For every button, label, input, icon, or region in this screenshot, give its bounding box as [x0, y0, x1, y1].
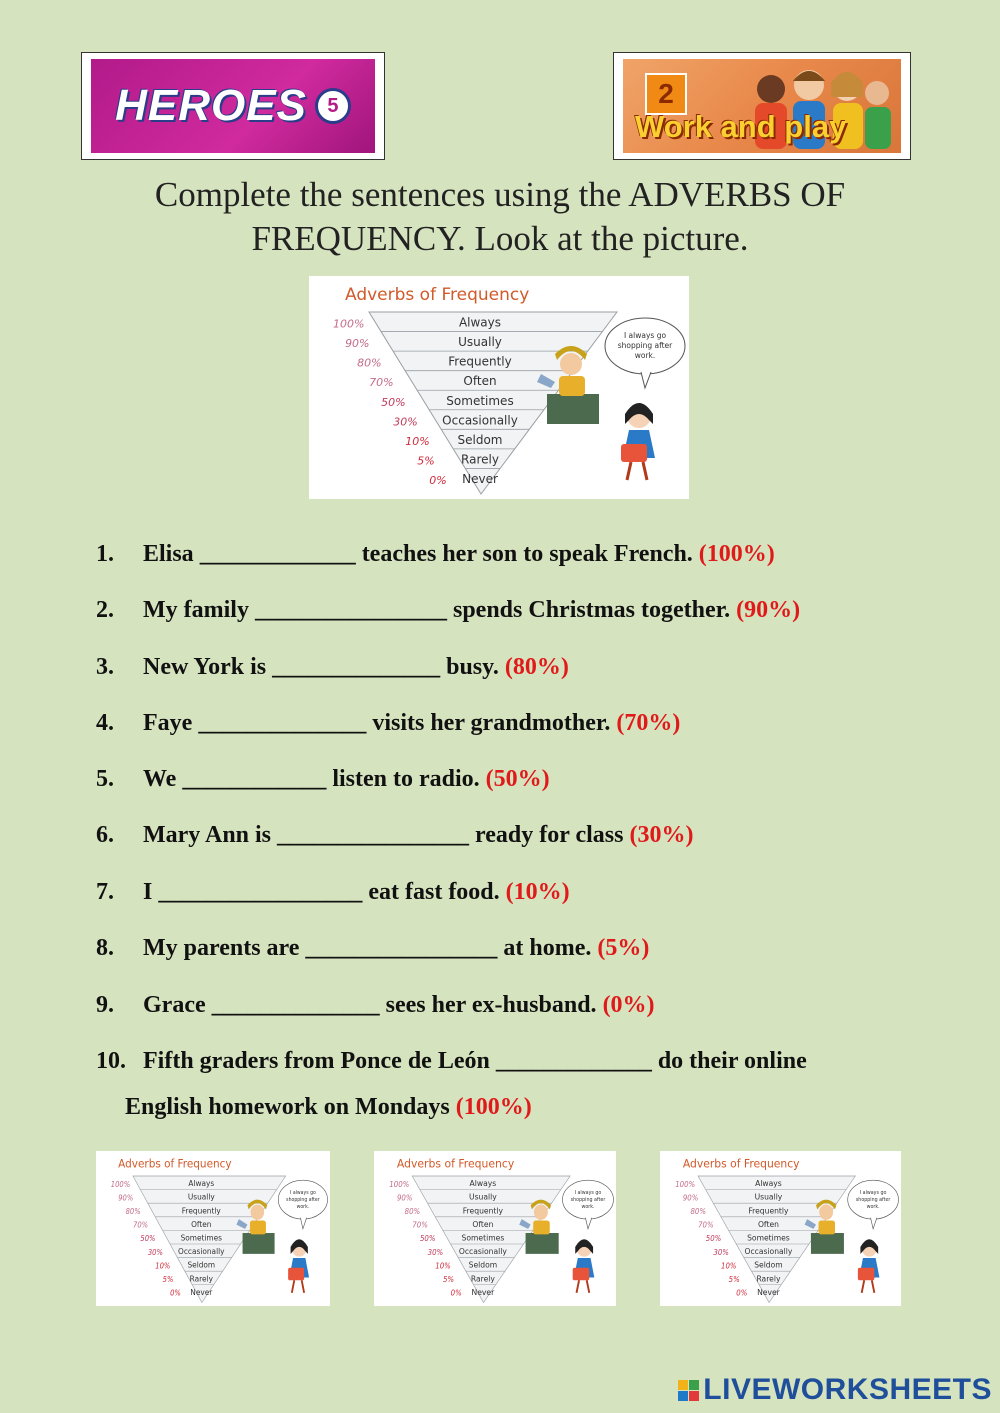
adverb-label: Frequently — [448, 354, 512, 369]
adverb-label: Often — [191, 1219, 212, 1230]
percentage-label: 30% — [393, 415, 418, 429]
percentage-hint: (80%) — [504, 654, 569, 680]
instructions-title — [0, 173, 1000, 261]
liveworksheets-brand — [678, 1373, 992, 1407]
work-and-play-logo-frame — [613, 52, 911, 160]
chart-title: Adverbs of Frequency — [345, 285, 530, 305]
percentage-label: 10% — [721, 1261, 737, 1271]
answer-blank[interactable]: ________________ — [277, 822, 470, 848]
adverb-label: Sometimes — [446, 393, 514, 408]
shopkeeper-body-icon — [819, 1221, 835, 1235]
adverb-label: Often — [757, 1219, 779, 1230]
percentage-hint: (50%) — [485, 766, 550, 792]
question-7 — [96, 879, 570, 906]
answer-blank[interactable]: ______________ — [198, 710, 367, 736]
question-number: 3. — [96, 654, 114, 680]
adverbs-frequency-chart-small-3 — [660, 1151, 901, 1306]
percentage-label: 50% — [419, 1233, 436, 1244]
question-number: 8. — [96, 935, 114, 961]
adverb-label: Usually — [458, 335, 502, 350]
percentage-label: 30% — [427, 1247, 444, 1257]
liveworksheets-text: LIVEWORKSHEETS — [703, 1373, 992, 1406]
question-text-before: New York is — [143, 654, 273, 680]
question-text-after: sees her ex-husband. — [379, 992, 603, 1018]
speech-bubble-text: I always go — [574, 1189, 602, 1197]
percentage-label: 100% — [675, 1179, 696, 1189]
percentage-label: 80% — [690, 1206, 706, 1217]
shopping-bag-icon — [288, 1268, 304, 1281]
percentage-label: 5% — [442, 1274, 455, 1285]
counter-icon — [811, 1233, 844, 1254]
question-text-before: Elisa — [143, 541, 200, 567]
work-and-play-logo — [623, 59, 901, 153]
question-text: English homework on Mondays — [125, 1094, 456, 1120]
question-text-after: visits her grandmother. — [366, 710, 617, 736]
adverb-label: Rarely — [189, 1273, 213, 1284]
adverb-label: Frequently — [748, 1206, 789, 1216]
speech-bubble-text: shopping after — [570, 1196, 606, 1204]
shopping-bag-icon — [621, 444, 647, 462]
question-2 — [96, 597, 800, 624]
percentage-label: 0% — [170, 1288, 181, 1298]
percentage-label: 90% — [345, 337, 370, 351]
heroes-logo-frame — [81, 52, 385, 160]
adverb-label: Rarely — [461, 452, 499, 467]
speech-bubble-tail — [300, 1218, 306, 1229]
percentage-label: 70% — [412, 1220, 428, 1230]
adverb-label: Occasionally — [744, 1246, 793, 1257]
girl-legs-icon — [627, 462, 647, 480]
percentage-label: 5% — [728, 1274, 740, 1285]
adverbs-frequency-chart-small-2 — [374, 1151, 616, 1306]
question-10-continuation — [125, 1094, 532, 1121]
percentage-label: 30% — [147, 1247, 163, 1257]
percentage-label: 50% — [705, 1233, 722, 1244]
answer-blank[interactable]: ____________ — [182, 766, 327, 792]
percentage-label: 30% — [713, 1247, 729, 1257]
speech-bubble-text: shopping after — [286, 1196, 320, 1204]
question-9 — [96, 992, 655, 1019]
question-text-before: My parents are — [143, 935, 306, 961]
answer-blank[interactable]: ________________ — [305, 935, 498, 961]
adverb-label: Seldom — [754, 1260, 783, 1270]
question-text-after: teaches her son to speak French. — [355, 541, 699, 567]
question-text-after: spends Christmas together. — [446, 597, 737, 623]
question-text-after: busy. — [440, 654, 505, 680]
answer-blank[interactable]: ________________ — [254, 597, 447, 623]
question-number: 4. — [96, 710, 114, 736]
work-and-play-number: 2 — [645, 73, 687, 115]
percentage-label: 100% — [389, 1179, 410, 1189]
adverb-label: Never — [471, 1287, 495, 1297]
adverb-label: Usually — [754, 1192, 783, 1202]
percentage-label: 100% — [333, 317, 365, 331]
adverb-label: Often — [472, 1219, 494, 1230]
question-number: 7. — [96, 879, 114, 905]
speech-bubble-text: shopping after — [617, 341, 673, 350]
instructions-line-1: Complete the sentences using the ADVERBS OF — [154, 175, 846, 214]
adverb-label: Always — [458, 315, 502, 330]
question-text-before: Faye — [143, 710, 199, 736]
adverb-label: Always — [469, 1178, 497, 1189]
percentage-hint: (100%) — [698, 541, 775, 567]
instructions-line-2: FREQUENCY. Look at the picture. — [251, 219, 749, 258]
adverb-label: Rarely — [470, 1273, 495, 1284]
percentage-label: 10% — [435, 1261, 451, 1271]
heroes-logo-text: HEROES — [115, 81, 307, 130]
question-text-after: do their online — [651, 1048, 807, 1074]
percentage-label: 50% — [140, 1233, 156, 1244]
percentage-label: 80% — [357, 356, 382, 370]
girl-legs-icon — [577, 1280, 590, 1293]
percentage-hint: (10%) — [505, 879, 570, 905]
adverb-label: Never — [190, 1287, 213, 1297]
speech-bubble-text: work. — [634, 351, 656, 360]
adverbs-chart-svg — [660, 1151, 901, 1306]
adverb-label: Usually — [187, 1192, 215, 1202]
girl-legs-icon — [292, 1280, 304, 1293]
adverb-label: Occasionally — [178, 1246, 225, 1257]
percentage-hint: (30%) — [629, 822, 694, 848]
question-number: 5. — [96, 766, 114, 792]
question-text-before: Mary Ann is — [143, 822, 278, 848]
answer-blank[interactable]: _____________ — [495, 1048, 652, 1074]
adverb-label: Never — [757, 1287, 780, 1297]
speech-bubble-text: I always go — [859, 1189, 887, 1197]
question-8 — [96, 935, 649, 962]
percentage-hint: (0%) — [602, 992, 655, 1018]
percentage-label: 10% — [155, 1260, 171, 1271]
adverb-label: Never — [462, 472, 498, 486]
question-text-after: eat fast food. — [362, 879, 506, 905]
question-text-before: Grace — [143, 992, 212, 1018]
question-text-after: ready for class — [469, 822, 630, 848]
adverb-label: Always — [755, 1178, 782, 1189]
percentage-label: 50% — [381, 395, 406, 409]
adverb-label: Usually — [468, 1192, 497, 1202]
percentage-hint: (5%) — [597, 935, 650, 961]
adverb-label: Seldom — [457, 432, 503, 447]
adverbs-frequency-chart-small-1 — [96, 1151, 330, 1306]
shopkeeper-head-icon — [534, 1205, 548, 1220]
question-text-before: I — [143, 879, 159, 905]
question-text-after: at home. — [497, 935, 598, 961]
percentage-label: 70% — [133, 1220, 149, 1230]
question-number: 9. — [96, 992, 114, 1018]
shopkeeper-body-icon — [250, 1221, 266, 1235]
percentage-hint: (70%) — [616, 710, 681, 736]
answer-blank[interactable]: _________________ — [158, 879, 363, 905]
adverb-label: Sometimes — [461, 1233, 505, 1243]
percentage-label: 70% — [369, 376, 394, 390]
percentage-label: 80% — [125, 1206, 141, 1217]
shopping-bag-icon — [858, 1268, 874, 1281]
speech-bubble-tail — [585, 1218, 591, 1229]
answer-blank[interactable]: ______________ — [272, 654, 441, 680]
counter-icon — [243, 1233, 275, 1254]
percentage-label: 80% — [404, 1206, 421, 1217]
adverb-label: Sometimes — [747, 1233, 790, 1243]
question-5 — [96, 766, 550, 793]
adverb-label: Rarely — [756, 1273, 781, 1284]
adverb-label: Sometimes — [180, 1233, 222, 1243]
shopkeeper-body-icon — [533, 1221, 550, 1235]
adverb-label: Frequently — [462, 1206, 504, 1216]
question-1 — [96, 541, 775, 568]
percentage-label: 70% — [698, 1220, 714, 1230]
speech-bubble-text: work. — [296, 1203, 310, 1211]
question-10 — [96, 1048, 807, 1075]
percentage-label: 90% — [118, 1193, 134, 1203]
percentage-hint: (100%) — [455, 1094, 532, 1120]
percentage-label: 0% — [736, 1288, 748, 1298]
adverb-label: Seldom — [187, 1260, 216, 1270]
adverbs-chart-svg — [374, 1151, 616, 1306]
question-number: 2. — [96, 597, 114, 623]
shopping-bag-icon — [573, 1268, 590, 1281]
shopkeeper-head-icon — [819, 1205, 833, 1220]
adverb-label: Frequently — [181, 1205, 221, 1216]
speech-bubble-tail — [871, 1218, 877, 1229]
question-4 — [96, 710, 680, 737]
speech-bubble-text: I always go — [289, 1189, 316, 1197]
speech-bubble-text: shopping after — [855, 1196, 891, 1204]
percentage-label: 0% — [450, 1288, 462, 1298]
answer-blank[interactable]: ______________ — [211, 992, 380, 1018]
percentage-hint: (90%) — [736, 597, 801, 623]
chart-title: Adverbs of Frequency — [682, 1157, 800, 1171]
girl-legs-icon — [862, 1280, 875, 1293]
percentage-label: 90% — [682, 1193, 699, 1203]
shopkeeper-body-icon — [559, 376, 585, 396]
speech-bubble-text: work. — [581, 1203, 595, 1211]
adverb-label: Always — [188, 1178, 215, 1189]
question-number: 1. — [96, 541, 114, 567]
shopkeeper-head-icon — [560, 353, 582, 375]
question-number: 10. — [96, 1048, 126, 1074]
chart-title: Adverbs of Frequency — [118, 1157, 232, 1171]
adverbs-frequency-chart — [309, 276, 689, 499]
adverb-label: Seldom — [468, 1260, 498, 1270]
question-number: 6. — [96, 822, 114, 848]
adverb-label: Often — [463, 374, 497, 389]
liveworksheets-logo-icon — [678, 1380, 699, 1401]
answer-blank[interactable]: _____________ — [199, 541, 356, 567]
counter-icon — [547, 394, 599, 424]
heroes-logo — [91, 59, 375, 153]
heroes-logo-number: 5 — [315, 88, 351, 124]
question-text-before: We — [143, 766, 183, 792]
counter-icon — [526, 1233, 559, 1254]
question-text-before: Fifth graders from Ponce de León — [143, 1048, 496, 1074]
percentage-label: 5% — [417, 454, 435, 468]
speech-bubble-tail — [641, 372, 651, 388]
adverbs-chart-svg — [309, 276, 689, 499]
question-text-after: listen to radio. — [326, 766, 486, 792]
speech-bubble-text: work. — [866, 1203, 880, 1211]
percentage-label: 0% — [429, 474, 447, 487]
question-3 — [96, 654, 569, 681]
adverbs-chart-svg — [96, 1151, 330, 1306]
question-6 — [96, 822, 693, 849]
question-text-before: My family — [143, 597, 255, 623]
adverb-label: Occasionally — [442, 413, 518, 428]
speech-bubble-text: I always go — [623, 331, 667, 340]
shopkeeper-head-icon — [251, 1205, 265, 1220]
percentage-label: 90% — [396, 1193, 413, 1203]
percentage-label: 10% — [405, 434, 430, 448]
percentage-label: 100% — [110, 1179, 131, 1189]
chart-title: Adverbs of Frequency — [396, 1156, 515, 1171]
work-and-play-text: Work and play — [635, 109, 847, 144]
adverb-label: Occasionally — [458, 1246, 507, 1257]
percentage-label: 5% — [162, 1274, 174, 1285]
